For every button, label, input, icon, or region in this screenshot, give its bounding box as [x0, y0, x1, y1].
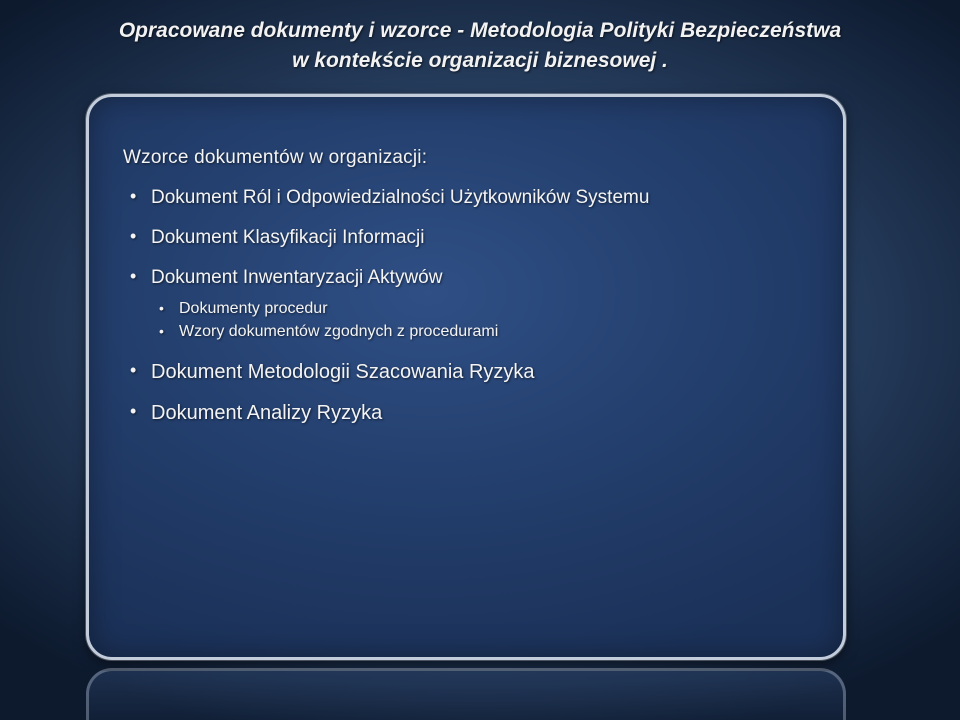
list-item-roles: • Dokument Ról i Odpowiedzialności Użytkowników Systemu — [123, 187, 813, 209]
content-panel — [86, 94, 846, 660]
document-list — [123, 187, 813, 289]
list-item-inventory: • Dokument Inwentaryzacji Aktywów — [123, 267, 813, 289]
slide-title — [0, 16, 960, 76]
document-list-continued — [123, 361, 813, 425]
sub-item-templates: • Wzory dokumentów zgodnych z procedurami — [123, 320, 813, 343]
slide-title-line-2: w kontekście organizacji biznesowej . — [292, 49, 668, 72]
list-item-classification: • Dokument Klasyfikacji Informacji — [123, 227, 813, 249]
panel-content — [123, 147, 813, 443]
slide-title-line-1: Opracowane dokumenty i wzorce - Metodologia Polityki Bezpieczeństwa — [118, 19, 842, 42]
list-item-risk-analysis: • Dokument Analizy Ryzyka — [123, 402, 813, 425]
list-item-risk-methodology: • Dokument Metodologii Szacowania Ryzyka — [123, 361, 813, 384]
panel-reflection — [86, 668, 846, 720]
sub-document-list — [123, 297, 813, 343]
sub-item-procedures: • Dokumenty procedur — [123, 297, 813, 320]
panel-heading: Wzorce dokumentów w organizacji: — [123, 147, 428, 168]
